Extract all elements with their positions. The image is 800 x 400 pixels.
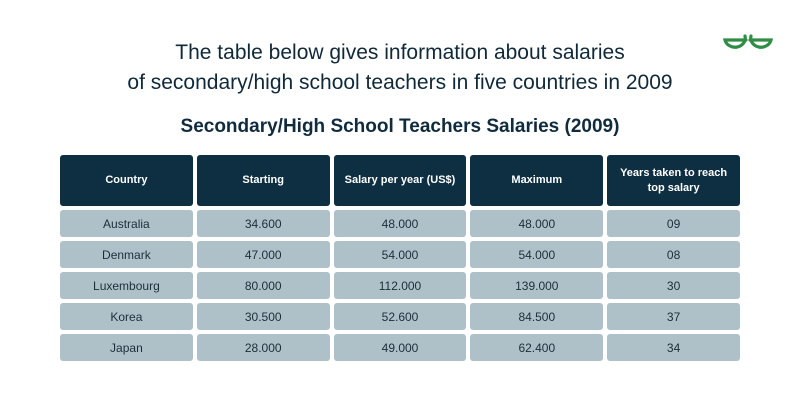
table-title: Secondary/High School Teachers Salaries (2009) xyxy=(180,116,620,137)
header-salary-per-year: Salary per year (US$) xyxy=(334,155,467,206)
cell-maximum: 139.000 xyxy=(470,272,603,299)
cell-country: Korea xyxy=(60,303,193,330)
table-row xyxy=(60,241,740,268)
cell-salary: 54.000 xyxy=(334,241,467,268)
cell-salary: 49.000 xyxy=(334,334,467,361)
salary-table xyxy=(60,155,740,365)
cell-salary: 52.600 xyxy=(334,303,467,330)
cell-starting: 47.000 xyxy=(197,241,330,268)
cell-starting: 30.500 xyxy=(197,303,330,330)
cell-country: Australia xyxy=(60,210,193,237)
cell-country: Luxembourg xyxy=(60,272,193,299)
cell-years: 08 xyxy=(607,241,740,268)
cell-years: 30 xyxy=(607,272,740,299)
cell-maximum: 84.500 xyxy=(470,303,603,330)
cell-years: 09 xyxy=(607,210,740,237)
table-row xyxy=(60,210,740,237)
cell-maximum: 48.000 xyxy=(470,210,603,237)
intro-line-1: The table below gives information about salaries xyxy=(175,41,625,64)
table-header-row xyxy=(60,155,740,206)
header-country: Country xyxy=(60,155,193,206)
header-years-to-top: Years taken to reach top salary xyxy=(607,155,740,206)
cell-salary: 48.000 xyxy=(334,210,467,237)
cell-starting: 28.000 xyxy=(197,334,330,361)
cell-starting: 80.000 xyxy=(197,272,330,299)
cell-starting: 34.600 xyxy=(197,210,330,237)
table-row xyxy=(60,303,740,330)
cell-maximum: 62.400 xyxy=(470,334,603,361)
header-maximum: Maximum xyxy=(470,155,603,206)
cell-years: 34 xyxy=(607,334,740,361)
cell-maximum: 54.000 xyxy=(470,241,603,268)
cell-years: 37 xyxy=(607,303,740,330)
cell-country: Japan xyxy=(60,334,193,361)
intro-line-2: of secondary/high school teachers in five countries in 2009 xyxy=(127,71,673,94)
header-starting: Starting xyxy=(197,155,330,206)
table-row xyxy=(60,272,740,299)
table-row xyxy=(60,334,740,361)
cell-country: Denmark xyxy=(60,241,193,268)
intro-text xyxy=(0,38,800,98)
cell-salary: 112.000 xyxy=(334,272,467,299)
